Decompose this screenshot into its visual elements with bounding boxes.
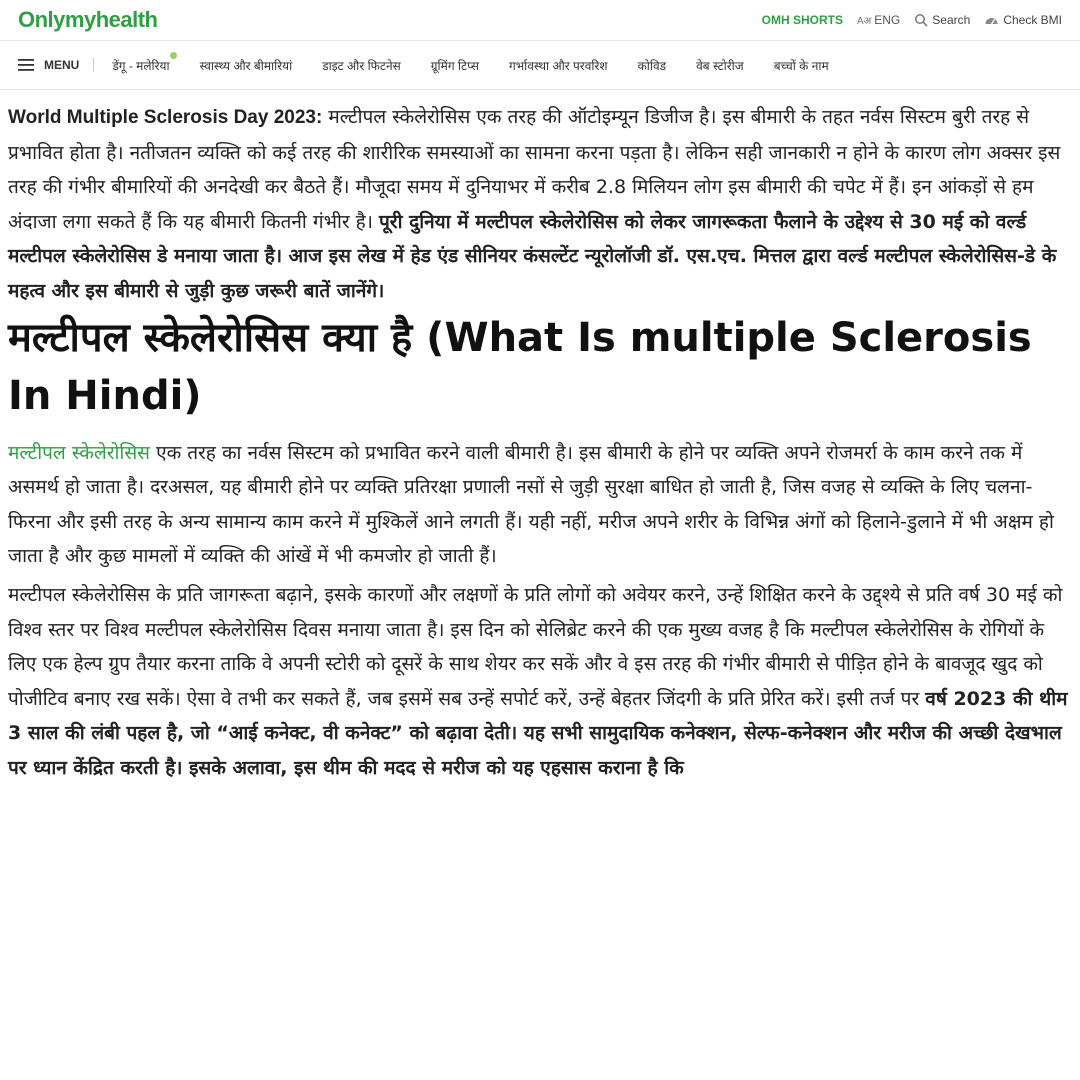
nav-item-covid[interactable]: कोविड: [637, 58, 667, 73]
hamburger-icon: [18, 59, 34, 71]
nav-item-health-diseases[interactable]: स्वास्थ्य और बीमारियां: [199, 58, 293, 73]
omh-shorts-link[interactable]: OMH SHORTS: [761, 13, 843, 27]
search-label: Search: [932, 13, 971, 27]
menu-label: MENU: [44, 58, 80, 72]
nav-item-pregnancy-parenting[interactable]: गर्भावस्था और परवरिश: [508, 58, 608, 73]
paragraph-1: [8, 436, 1072, 574]
article-body: [0, 90, 1080, 785]
nav-item-dengue-malaria[interactable]: [112, 57, 169, 74]
nav-item-baby-names[interactable]: बच्चों के नाम: [773, 58, 829, 73]
intro-bold-text: पूरी दुनिया में मल्टीपल स्केलेरोसिस को लेकर जागरूकता फैलाने के उद्देश्य से 30 मई को वर्ल्ड मल्टीपल स्केलेरोसिस डे मनाया जाता है। आज इस लेख में हेड एंड सीनियर कंसल्टेंट न्यूरोलॉजी डॉ. एस.एच. मित्तल द्वारा वर्ल्ड मल्टीपल स्केलेरोसिस-डे के महत्व और इस बीमारी से जुड़ी कुछ जरूरी बातें जानेंगे।: [8, 210, 1057, 302]
menu-button[interactable]: [18, 58, 94, 72]
site-logo[interactable]: Onlymyhealth: [18, 7, 158, 32]
gauge-icon: [984, 14, 999, 26]
section-heading: मल्टीपल स्केलेरोसिस क्या है (What Is multiple Sclerosis In Hindi): [8, 315, 1032, 420]
search-button[interactable]: [914, 13, 970, 27]
nav-item-label: डेंगू - मलेरिया: [112, 58, 170, 73]
category-nav: [0, 41, 1080, 90]
intro-text: मल्टीपल स्केलेरोसिस एक तरह की ऑटोइम्यून डिजीज है। इस बीमारी के तहत नर्वस सिस्टम बुरी तरह से प्रभावित होता है। नतीजतन व्यक्ति को कई तरह की शारीरिक समस्याओं का सामना करना पड़ता है। लेकिन सही जानकारी न होने के कारण लोग अक्सर इस तरह की गंभीर बीमारियों की अनदेखी कर बैठते हैं। मौजूदा समय में दुनियाभर में करीब 2.8 मिलियन लोग इस बीमारी की चपेट में हैं। इन आंकड़ों से हम अंदाजा लगा सकते हैं कि यह बीमारी कितनी गंभीर है।: [8, 106, 1061, 233]
nav-item-grooming-tips[interactable]: ग्रूमिंग टिप्स: [430, 58, 479, 73]
paragraph-1-text: एक तरह का नर्वस सिस्टम को प्रभावित करने वाली बीमारी है। इस बीमारी के होने पर व्यक्ति अपने रोजमर्रा के काम करने तक में असमर्थ हो जाता है। दरअसल, यह बीमारी होने पर व्यक्ति प्रतिरक्षा प्रणाली नसों से जुड़ी सुरक्षा बाधित हो जाती है, जिस वजह से व्यक्ति के लिए चलना-फिरना और इसी तरह के अन्य सामान्य काम करने में मुश्किलें आने लगती हैं। यही नहीं, मरीज अपने शरीर के विभिन्न अंगों को हिलाने-डुलाने में भी अक्षम हो जाता है और कुछ मामलों में व्यक्ति की आंखें में भी कमजोर हो जाती हैं।: [8, 441, 1054, 568]
paragraph-2-bold-text: वर्ष 2023 की थीम 3 साल की लंबी पहल है, जो “आई कनेक्ट, वी कनेक्ट” को बढ़ावा देती। यह सभी सामुदायिक कनेक्शन, सेल्फ-कनेक्शन और मरीज की अच्छी देखभाल पर ध्यान केंद्रित करती है। इसके अलावा, इस थीम की मदद से मरीज को यह एहसास कराना है कि: [8, 687, 1068, 779]
intro-lead: World Multiple Sclerosis Day 2023:: [8, 107, 323, 128]
nav-item-diet-fitness[interactable]: डाइट और फिटनेस: [322, 58, 401, 73]
check-bmi-button[interactable]: [984, 13, 1062, 27]
article-intro: [8, 100, 1072, 308]
language-label: ENG: [874, 13, 901, 27]
language-switch[interactable]: [857, 13, 900, 27]
top-right-actions: [762, 13, 1062, 27]
top-bar: [0, 0, 1080, 41]
new-indicator-dot: [170, 52, 177, 59]
check-bmi-label: Check BMI: [1003, 13, 1062, 27]
paragraph-2: [8, 578, 1072, 785]
paragraph-2-text: मल्टीपल स्केलेरोसिस के प्रति जागरूता बढ़ाने, इसके कारणों और लक्षणों के प्रति लोगों को अवेयर करने, उन्हें शिक्षित करने के उद्द्श्ये से प्रति वर्ष 30 मई को विश्व स्तर पर विश्व मल्टीपल स्केलेरोसिस दिवस मनाया जाता है। इस दिन को सेलिब्रेट करने की एक मुख्य वजह है कि मल्टीपल स्केलेरोसिस के रोगियों के लिए एक हेल्प ग्रुप तैयार करना ताकि वे अपनी स्टोरी को दूसरें के साथ शेयर कर सकें और वे इस तरह की गंभीर बीमारी से पीड़ित होने के बावजूद खुद को पोजीटिव बनाए रख सकें। ऐसा वे तभी कर सकते हैं, जब इसमें सब उन्हें सपोर्ट करें, उन्हें बेहतर जिंदगी के प्रति प्रेरित करें। इसी तर्ज पर: [8, 583, 1063, 710]
multiple-sclerosis-link[interactable]: मल्टीपल स्केलेरोसिस: [8, 441, 151, 464]
language-icon: Aअ: [856, 16, 872, 27]
nav-items: [112, 57, 828, 74]
nav-item-web-stories[interactable]: वेब स्टोरीज: [696, 58, 744, 73]
search-icon: [914, 13, 928, 27]
